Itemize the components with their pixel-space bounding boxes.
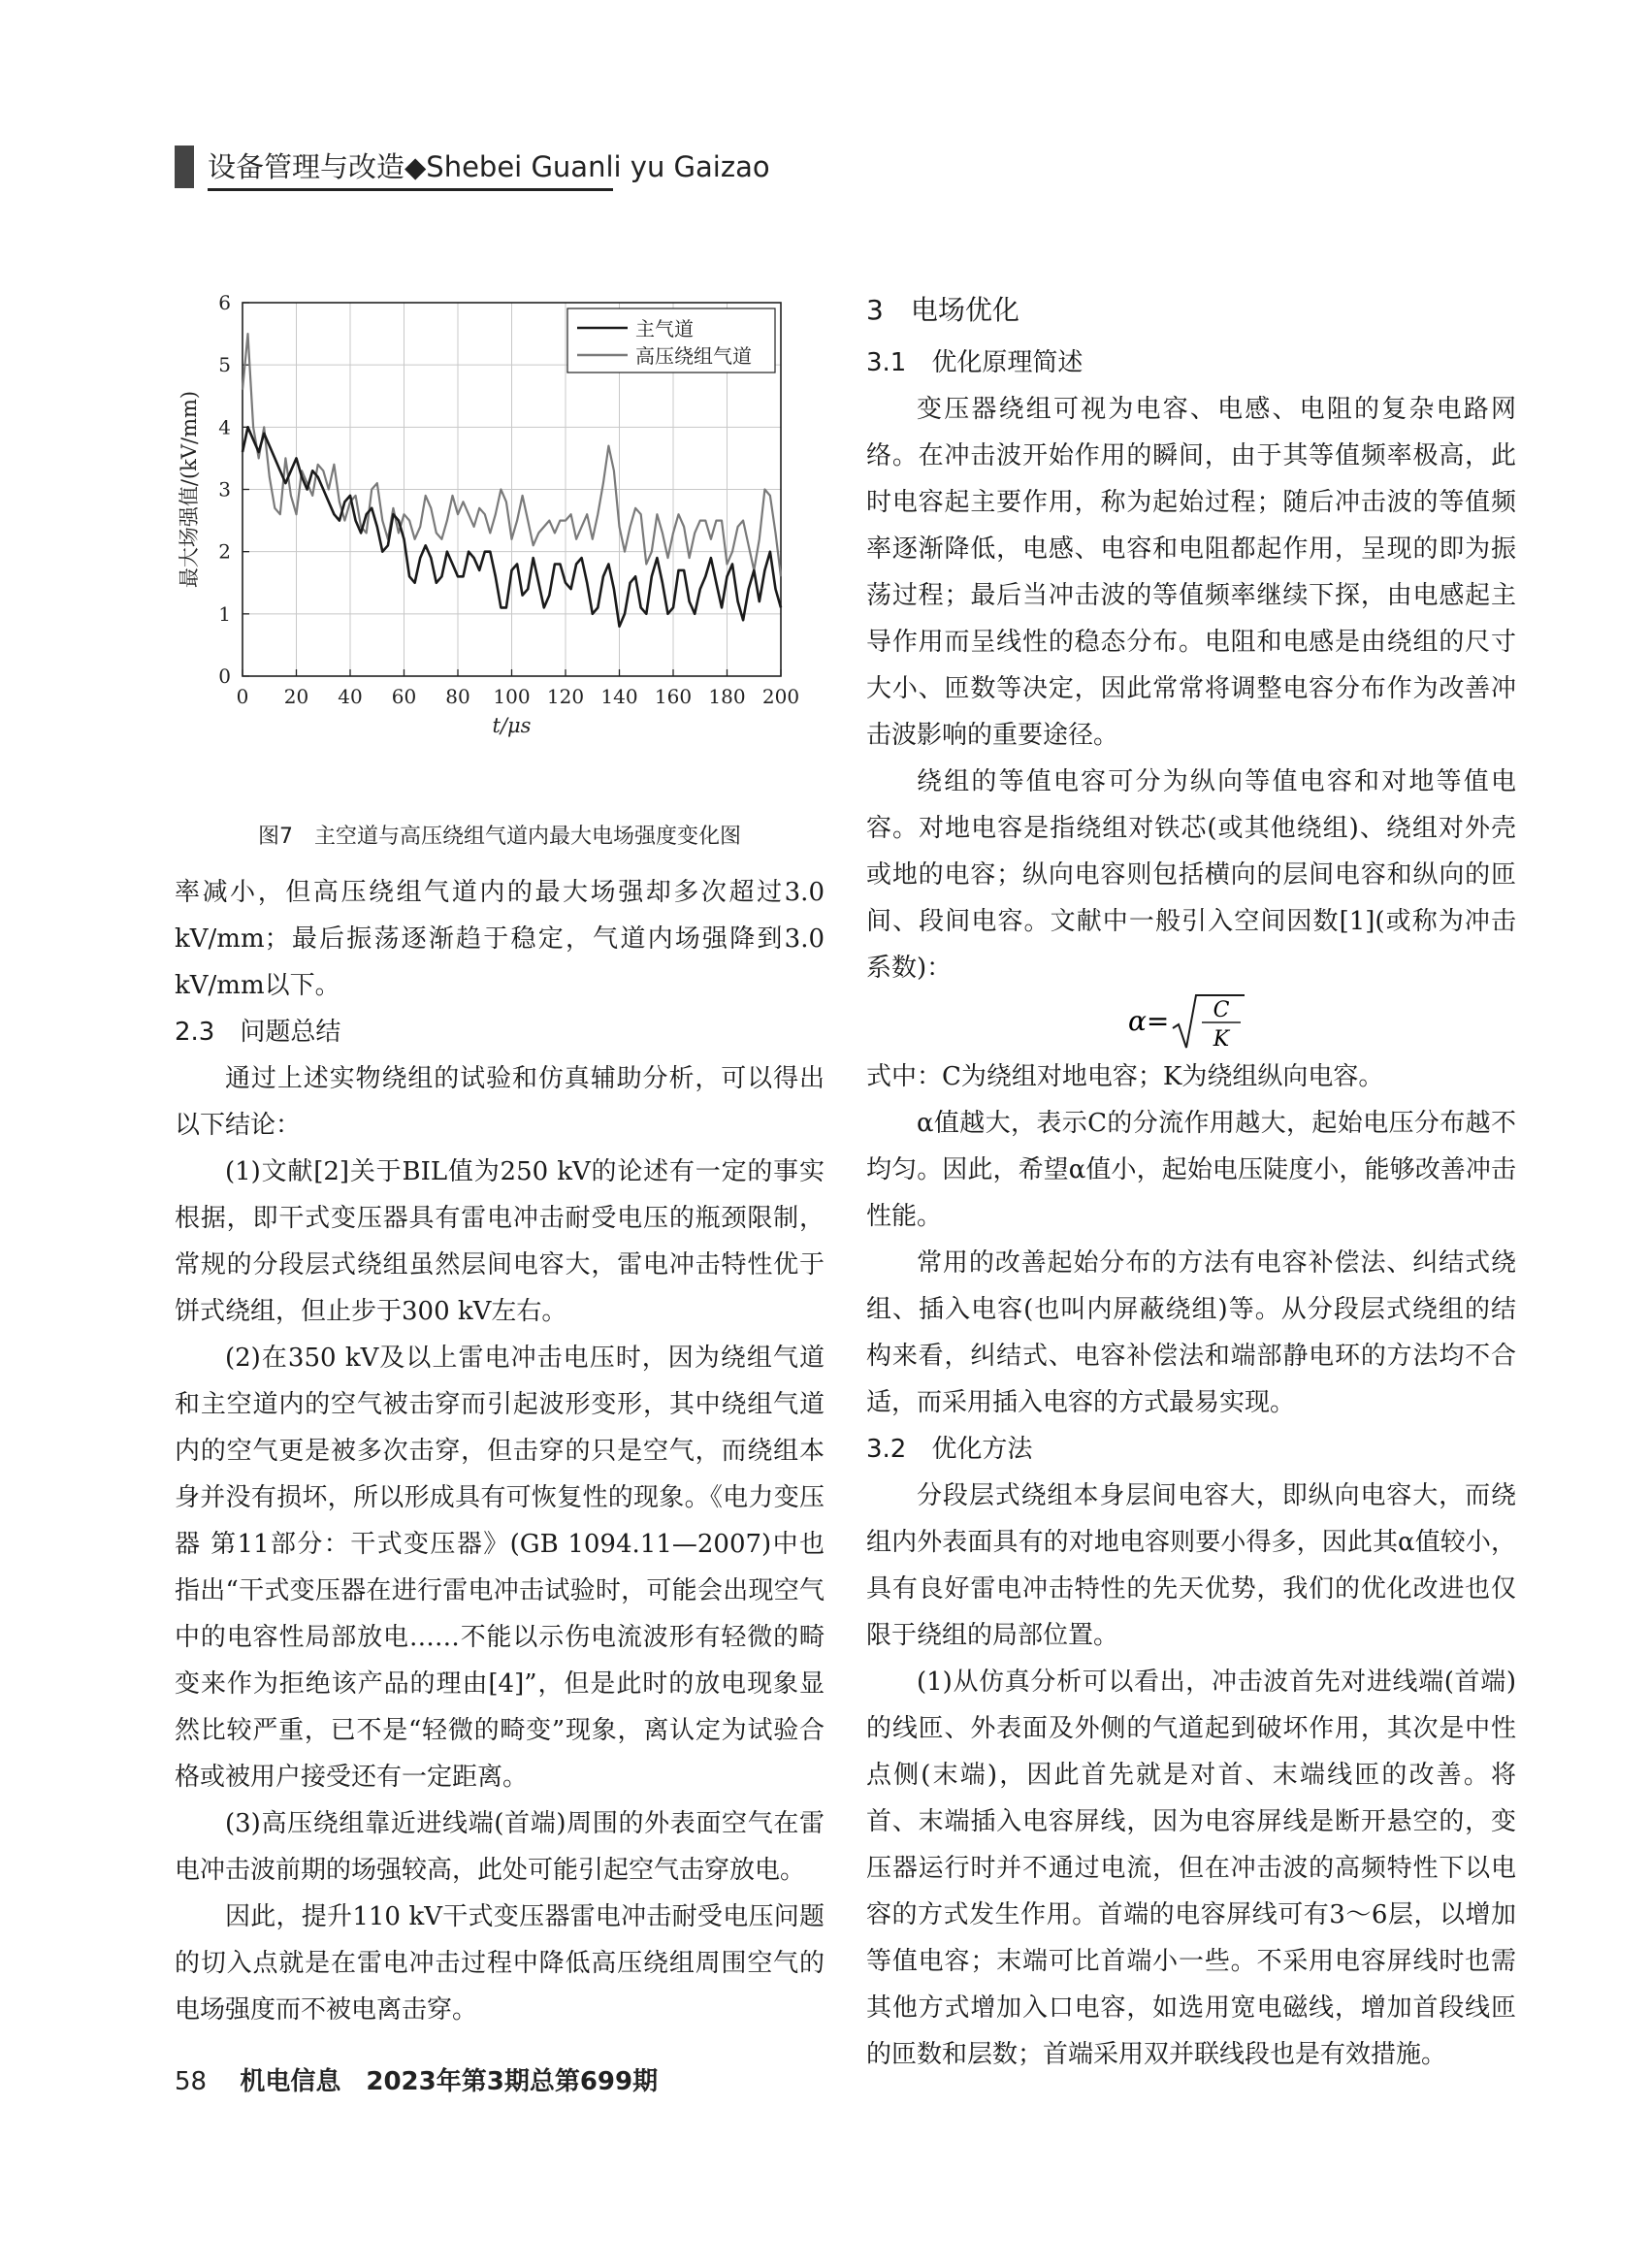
- field-strength-chart: [175, 291, 825, 815]
- x-tick-label: 200: [761, 685, 800, 708]
- x-tick-label: 80: [445, 685, 470, 708]
- y-tick-label: 5: [218, 353, 231, 377]
- paragraph: (1)从仿真分析可以看出，冲击波首先对进线端(首端)的线匝、外表面及外侧的气道起到破坏作用，其次是中性点侧(末端)，因此首先就是对首、末端线匝的改善。将首、末端插入电容屏线，因为电容屏线是断开悬空的，变压器运行时并不通过电流，但在冲击波的高频特性下以电容的方式发生作用。首端的电容屏线可有3～6层，以增加等值电容；末端可比首端小一些。不采用电容屏线时也需其他方式增加入口电容，如选用宽电磁线，增加首段线匝的匝数和层数；首端采用双并联线段也是有效措施。: [866, 1668, 1516, 2069]
- paragraph: 分段层式绕组本身层间电容大，即纵向电容大，而绕组内外表面具有的对地电容则要小得多，因此其α值较小，具有良好雷电冲击特性的先天优势，我们的优化改进也仅限于绕组的局部位置。: [866, 1481, 1516, 1650]
- paragraph: 因此，提升110 kV干式变压器雷电冲击耐受电压问题的切入点就是在雷电冲击过程中降低高压绕组周围空气的电场强度而不被电离击穿。: [175, 1902, 825, 2025]
- x-tick-label: 140: [600, 685, 638, 708]
- x-tick-label: 0: [236, 685, 249, 708]
- y-tick-label: 6: [218, 291, 231, 314]
- paragraph: 绕组的等值电容可分为纵向等值电容和对地等值电容。对地电容是指绕组对铁芯(或其他绕组)、绕组对外壳或地的电容；纵向电容则包括横向的层间电容和纵向的匝间、段间电容。文献中一般引入空间因数[1](或称为冲击系数)：: [866, 767, 1516, 983]
- x-tick-label: 20: [283, 685, 309, 708]
- section-heading-3: 3 电场优化: [866, 294, 1019, 326]
- figure-7: [175, 291, 825, 834]
- paragraph: 变压器绕组可视为电容、电感、电阻的复杂电路网络。在冲击波开始作用的瞬间，由于其等值频率极高，此时电容起主要作用，称为起始过程；随后冲击波的等值频率逐渐降低，电感、电容和电阻都起作用，呈现的即为振荡过程；最后当冲击波的等值频率继续下探，由电感起主导作用而呈线性的稳态分布。电阻和电感是由绕组的尺寸大小、匝数等决定，因此常常将调整电容分布作为改善冲击波影响的重要途径。: [866, 395, 1516, 750]
- paragraph: (3)高压绕组靠近进线端(首端)周围的外表面空气在雷电冲击波前期的场强较高，此处可能引起空气击穿放电。: [175, 1809, 825, 1885]
- x-tick-label: 40: [338, 685, 363, 708]
- journal-title: 机电信息 2023年第3期总第699期: [240, 2067, 659, 2096]
- eq-lhs: α=: [1128, 1005, 1170, 1037]
- x-tick-label: 160: [654, 685, 693, 708]
- x-tick-label: 60: [391, 685, 417, 708]
- figure-caption: 图7 主空道与高压绕组气道内最大电场强度变化图: [258, 825, 741, 849]
- header-title: 设备管理与改造◆Shebei Guanli yu Gaizao: [208, 150, 770, 183]
- section-heading-3-2: 3.2 优化方法: [866, 1435, 1033, 1464]
- header-rule: [208, 188, 613, 191]
- section-heading-2-3: 2.3 问题总结: [175, 1018, 341, 1047]
- y-tick-label: 4: [218, 415, 231, 439]
- eq-numerator: C: [1213, 998, 1230, 1022]
- eq-denominator: K: [1213, 1027, 1230, 1052]
- paragraph: 常用的改善起始分布的方法有电容补偿法、纠结式绕组、插入电容(也叫内屏蔽绕组)等。从分段层式绕组的结构来看，纠结式、电容补偿法和端部静电环的方法均不合适，而采用插入电容的方式最易实现。: [866, 1248, 1516, 1417]
- paragraph: (2)在350 kV及以上雷电冲击电压时，因为绕组气道和主空道内的空气被击穿而引起波形变形，其中绕组气道内的空气更是被多次击穿，但击穿的只是空气，而绕组本身并没有损坏，所以形成具有可恢复性的现象。《电力变压器 第11部分：干式变压器》(GB 1094.11—2007)中也指出“干式变压器在进行雷电冲击试验时，可能会出现空气中的电容性局部放电……不能以示伤电流波形有轻微的畸变来作为拒绝该产品的理由[4]”，但是此时的放电现象显然比较严重，已不是“轻微的畸变”现象，离认定为试验合格或被用户接受还有一定距离。: [175, 1344, 825, 1792]
- y-tick-label: 3: [218, 477, 231, 502]
- legend-label: 主气道: [635, 317, 694, 340]
- section-heading-3-1: 3.1 优化原理简述: [866, 348, 1084, 377]
- x-tick-label: 180: [708, 685, 746, 708]
- sqrt-sign: [1173, 995, 1245, 1048]
- y-axis-label: 最大场强值/(kV/mm): [178, 390, 201, 589]
- paragraph: 式中：C为绕组对地电容；K为绕组纵向电容。: [866, 1062, 1384, 1091]
- paragraph: 率减小，但高压绕组气道内的最大场强却多次超过3.0 kV/mm；最后振荡逐渐趋于稳定，气道内场强降到3.0 kV/mm以下。: [175, 878, 825, 1000]
- paragraph: (1)文献[2]关于BIL值为250 kV的论述有一定的事实根据，即干式变压器具有雷电冲击耐受电压的瓶颈限制，常规的分段层式绕组虽然层间电容大，雷电冲击特性优于饼式绕组，但止步于300 kV左右。: [175, 1157, 825, 1326]
- y-tick-label: 1: [218, 601, 231, 626]
- page-number: 58: [175, 2067, 208, 2096]
- legend-label: 高压绕组气道: [635, 344, 752, 368]
- header-bar: [175, 146, 194, 188]
- alpha-equation: [1128, 991, 1254, 1053]
- left-column: [175, 869, 825, 2033]
- x-tick-label: 100: [493, 685, 531, 708]
- x-axis-label: t/μs: [492, 714, 532, 737]
- paragraph: 通过上述实物绕组的试验和仿真辅助分析，可以得出以下结论：: [175, 1064, 825, 1140]
- y-tick-label: 2: [218, 539, 231, 564]
- right-column: [866, 281, 1516, 2078]
- y-tick-label: 0: [218, 664, 231, 688]
- equation: [866, 991, 1516, 1053]
- paragraph: α值越大，表示C的分流作用越大，起始电压分布越不均匀。因此，希望α值小，起始电压陡度小，能够改善冲击性能。: [866, 1109, 1516, 1231]
- x-tick-label: 120: [546, 685, 585, 708]
- page-footer: [175, 2061, 658, 2097]
